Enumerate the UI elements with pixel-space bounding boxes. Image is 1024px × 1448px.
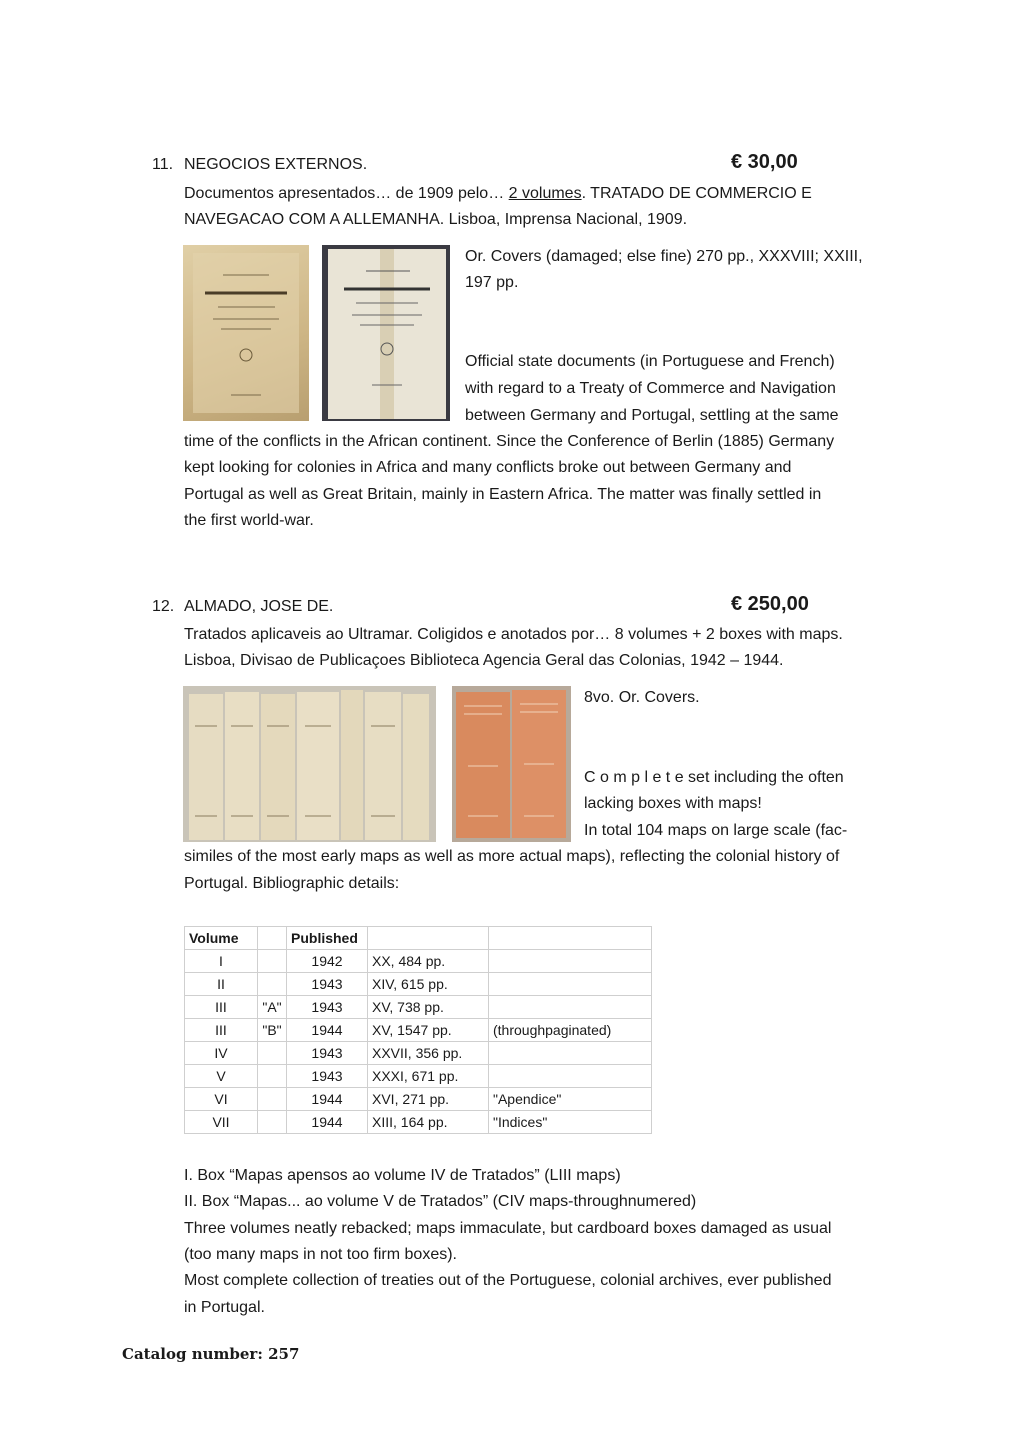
item-12-title: ALMADO, JOSE DE. bbox=[184, 598, 334, 615]
table-cell bbox=[258, 1111, 287, 1134]
item-12-note-line: in Portugal. bbox=[184, 1299, 265, 1316]
table-cell: 1942 bbox=[287, 950, 368, 973]
table-cell bbox=[489, 1065, 652, 1088]
item-11-title: NEGOCIOS EXTERNOS. bbox=[184, 156, 368, 173]
item-11-description-line2: NAVEGACAO COM A ALLEMANHA. Lisboa, Imprensa Nacional, 1909. bbox=[184, 211, 688, 228]
book-photo-1 bbox=[183, 245, 309, 421]
item-11-body-line: the first world-war. bbox=[184, 512, 314, 529]
item-11-body-line: between Germany and Portugal, settling at the same bbox=[465, 407, 839, 424]
table-cell bbox=[258, 973, 287, 996]
table-row bbox=[185, 996, 652, 1019]
table-header bbox=[489, 927, 652, 950]
item-12-number: 12. bbox=[152, 598, 175, 615]
table-row bbox=[185, 1019, 652, 1042]
table-cell: VII bbox=[185, 1111, 258, 1134]
table-cell: XIII, 164 pp. bbox=[368, 1111, 489, 1134]
table-cell: 1944 bbox=[287, 1019, 368, 1042]
volumes-link-text: 2 volumes bbox=[508, 185, 582, 202]
table-cell: IV bbox=[185, 1042, 258, 1065]
item-12-note-line: II. Box “Mapas... ao volume V de Tratados” (CIV maps-throughnumered) bbox=[184, 1193, 697, 1210]
table-cell: 1944 bbox=[287, 1088, 368, 1111]
item-12-description-line1: Tratados aplicaveis ao Ultramar. Coligidos e anotados por… 8 volumes + 2 boxes with maps. bbox=[184, 626, 843, 643]
table-row bbox=[185, 1065, 652, 1088]
table-cell bbox=[258, 1042, 287, 1065]
table-header bbox=[258, 927, 287, 950]
table-row bbox=[185, 1042, 652, 1065]
table-cell: XV, 1547 pp. bbox=[368, 1019, 489, 1042]
table-cell: "A" bbox=[258, 996, 287, 1019]
item-11-number: 11. bbox=[152, 156, 174, 173]
item-11-price: € 30,00 bbox=[731, 151, 798, 173]
table-cell: XX, 484 pp. bbox=[368, 950, 489, 973]
table-cell: III bbox=[185, 996, 258, 1019]
item-12-note-line: I. Box “Mapas apensos ao volume IV de Tratados” (LIII maps) bbox=[184, 1167, 621, 1184]
table-cell: XIV, 615 pp. bbox=[368, 973, 489, 996]
item-12-note-line: Most complete collection of treaties out of the Portuguese, colonial archives, ever published bbox=[184, 1272, 832, 1289]
item-11-body-line: Portugal as well as Great Britain, mainly in Eastern Africa. The matter was finally settled in bbox=[184, 486, 822, 503]
table-header bbox=[368, 927, 489, 950]
item-12-body-line: lacking boxes with maps! bbox=[584, 795, 762, 812]
item-12-description-line2: Lisboa, Divisao de Publicaçoes Biblioteca Agencia Geral das Colonias, 1942 – 1944. bbox=[184, 652, 784, 669]
volumes-spines-illustration bbox=[183, 686, 436, 842]
table-cell: I bbox=[185, 950, 258, 973]
table-cell: 1943 bbox=[287, 973, 368, 996]
item-11-description-line1: Documentos apresentados… de 1909 pelo… 2 volumes. TRATADO DE COMMERCIO E bbox=[184, 185, 812, 202]
table-cell bbox=[489, 950, 652, 973]
table-cell: XVI, 271 pp. bbox=[368, 1088, 489, 1111]
table-cell bbox=[489, 973, 652, 996]
table-row bbox=[185, 973, 652, 996]
table-cell: V bbox=[185, 1065, 258, 1088]
table-cell: "Indices" bbox=[489, 1111, 652, 1134]
item-12-body-line: Portugal. Bibliographic details: bbox=[184, 875, 400, 892]
table-header: Volume bbox=[185, 927, 258, 950]
item-12-format: 8vo. Or. Covers. bbox=[584, 689, 700, 706]
book-cover-illustration-2 bbox=[322, 245, 450, 421]
table-header-row bbox=[185, 927, 652, 950]
item-12-body-line: In total 104 maps on large scale (fac- bbox=[584, 822, 848, 839]
item-11-body-line: with regard to a Treaty of Commerce and Navigation bbox=[465, 380, 836, 397]
table-row bbox=[185, 1111, 652, 1134]
table-row bbox=[185, 1088, 652, 1111]
map-boxes-photo bbox=[452, 686, 571, 842]
volumes-photo bbox=[183, 686, 436, 842]
table-row bbox=[185, 950, 652, 973]
table-cell: XXVII, 356 pp. bbox=[368, 1042, 489, 1065]
table-cell: "B" bbox=[258, 1019, 287, 1042]
table-cell bbox=[489, 1042, 652, 1065]
item-12-body-line: C o m p l e t e set including the often bbox=[584, 769, 844, 786]
table-cell: 1944 bbox=[287, 1111, 368, 1134]
table-cell: XV, 738 pp. bbox=[368, 996, 489, 1019]
item-11-body-line: kept looking for colonies in Africa and many conflicts broke out between Germany and bbox=[184, 459, 792, 476]
table-cell bbox=[489, 996, 652, 1019]
item-12-note-line: (too many maps in not too firm boxes). bbox=[184, 1246, 457, 1263]
item-11-body-line: Official state documents (in Portuguese and French) bbox=[465, 353, 835, 370]
item-11-condition-line1: Or. Covers (damaged; else fine) 270 pp., XXXVIII; XXIII, bbox=[465, 248, 863, 265]
item-12-price: € 250,00 bbox=[731, 593, 809, 615]
table-cell: II bbox=[185, 973, 258, 996]
map-boxes-illustration bbox=[452, 686, 571, 842]
item-12-note-line: Three volumes neatly rebacked; maps immaculate, but cardboard boxes damaged as usual bbox=[184, 1220, 832, 1237]
table-cell: III bbox=[185, 1019, 258, 1042]
table-cell: 1943 bbox=[287, 996, 368, 1019]
item-11-body-line: time of the conflicts in the African continent. Since the Conference of Berlin (1885) Germany bbox=[184, 433, 835, 450]
book-photo-2 bbox=[322, 245, 450, 421]
table-cell: VI bbox=[185, 1088, 258, 1111]
table-cell: "Apendice" bbox=[489, 1088, 652, 1111]
table-header: Published bbox=[287, 927, 368, 950]
catalog-number: Catalog number: 257 bbox=[122, 1345, 300, 1363]
table-cell: 1943 bbox=[287, 1065, 368, 1088]
table-cell bbox=[258, 1065, 287, 1088]
table-cell: (throughpaginated) bbox=[489, 1019, 652, 1042]
book-cover-illustration bbox=[183, 245, 309, 421]
item-12-body-line: similes of the most early maps as well as more actual maps), reflecting the colonial history of bbox=[184, 848, 840, 865]
table-cell: 1943 bbox=[287, 1042, 368, 1065]
table-cell bbox=[258, 950, 287, 973]
table-cell: XXXI, 671 pp. bbox=[368, 1065, 489, 1088]
table-cell bbox=[258, 1088, 287, 1111]
item-11-condition-line2: 197 pp. bbox=[465, 274, 519, 291]
bibliographic-table bbox=[184, 926, 652, 1134]
